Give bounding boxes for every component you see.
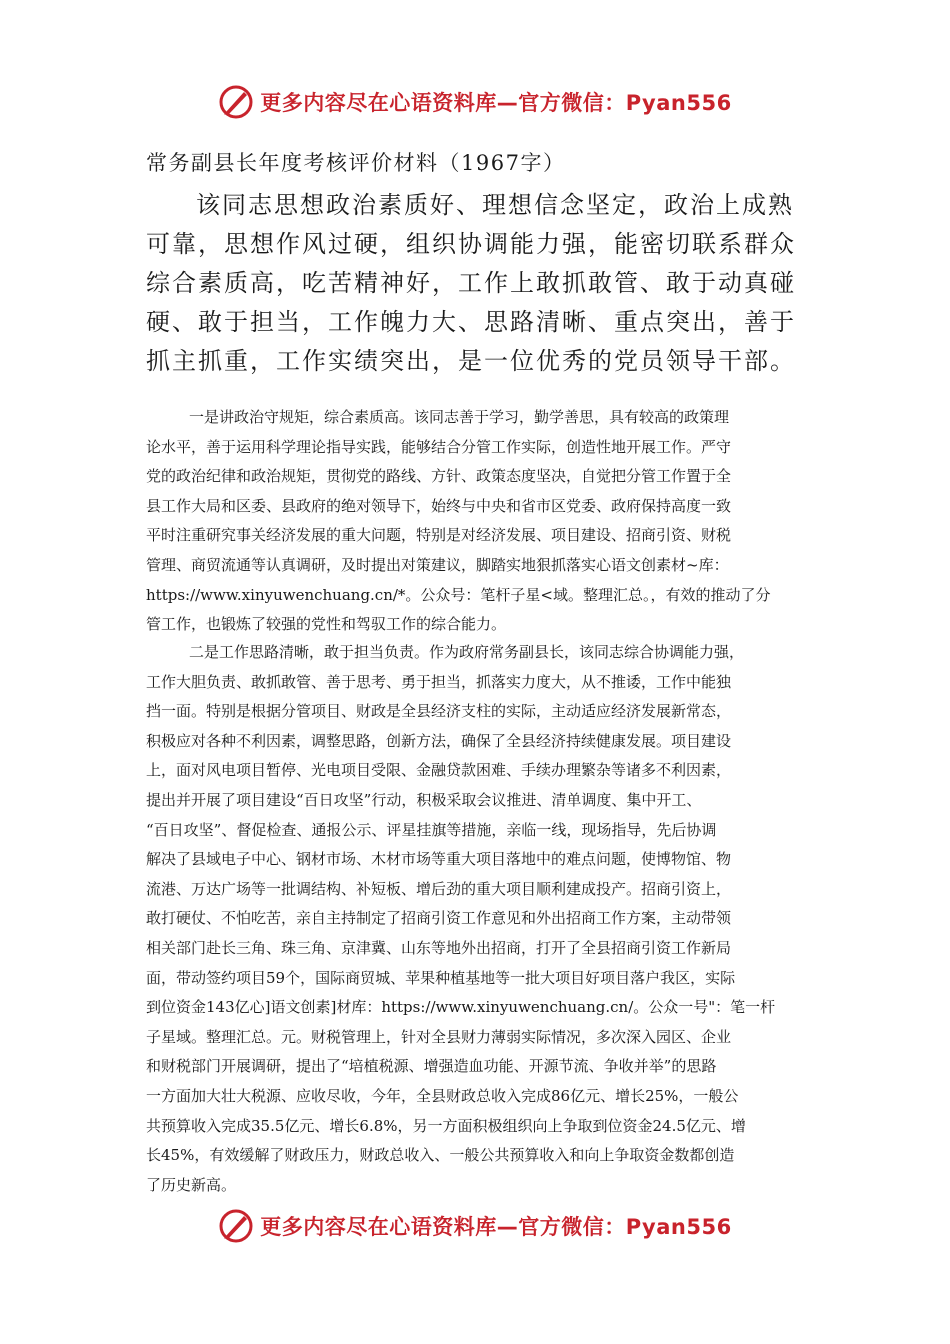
paragraph-politics bbox=[146, 403, 816, 640]
paragraph-line: 和财税部门开展调研，提出了“培植税源、增强造血功能、开源节流、争收并举”的思路 bbox=[146, 1057, 717, 1076]
paragraph-line: 敢打硬仗、不怕吃苦，亲自主持制定了招商引资工作意见和外出招商工作方案，主动带领 bbox=[146, 909, 732, 928]
paragraph-line: 到位资金143亿心]语文创素]材库：https://www.xinyuwenchuang.cn/。公众一号"：笔一杆 bbox=[146, 998, 776, 1017]
banner-text: 更多内容尽在心语资料库—官方微信：Pyan556 bbox=[260, 91, 732, 115]
paragraph-line: 解决了县域电子中心、钢材市场、木材市场等重大项目落地中的难点问题，使博物馆、物 bbox=[146, 850, 732, 869]
paragraph-line: 了历史新高。 bbox=[146, 1175, 237, 1194]
paragraph-line: https://www.xinyuwenchuang.cn/*。公众号：笔杆子星<域。整理汇总。，有效的推动了分 bbox=[146, 585, 771, 604]
paragraph-line: 流港、万达广场等一批调结构、补短板、增后劲的重大项目顺利建成投产。招商引资上， bbox=[146, 879, 732, 898]
paragraph-line: 提出并开展了项目建设“百日攻坚”行动，积极采取会议推进、清单调度、集中开工、 bbox=[146, 790, 702, 809]
pen-logo-icon bbox=[218, 84, 254, 120]
paragraph-line: 子星域。整理汇总。元。财税管理上，针对全县财力薄弱实际情况，多次深入园区、企业 bbox=[146, 1027, 732, 1046]
paragraph-line: 管工作，也锻炼了较强的党性和驾驭工作的综合能力。 bbox=[146, 615, 507, 634]
paragraph-line: 一方面加大壮大税源、应收尽收，今年，全县财政总收入完成86亿元、增长25%，一般公 bbox=[146, 1086, 739, 1105]
lead-line: 该同志思想政治素质好、理想信念坚定，政治上成熟 bbox=[196, 191, 794, 219]
pen-logo-icon bbox=[218, 1208, 254, 1244]
lead-paragraph bbox=[146, 186, 806, 381]
paragraph-line: 工作大胆负责、敢抓敢管、善于思考、勇于担当，抓落实力度大，从不推诿，工作中能独 bbox=[146, 672, 732, 691]
paragraph-line: 挡一面。特别是根据分管项目、财政是全县经济支柱的实际，主动适应经济发展新常态， bbox=[146, 702, 732, 721]
paragraph-line: 党的政治纪律和政治规矩，贯彻党的路线、方针、政策态度坚决，自觉把分管工作置于全 bbox=[146, 467, 732, 486]
paragraph-line: 积极应对各种不利因素，调整思路，创新方法，确保了全县经济持续健康发展。项目建设 bbox=[146, 731, 732, 750]
banner-text: 更多内容尽在心语资料库—官方微信：Pyan556 bbox=[260, 1215, 732, 1239]
paragraph-line: 县工作大局和区委、县政府的绝对领导下，始终与中央和省市区党委、政府保持高度一致 bbox=[146, 496, 732, 515]
document-title: 常务副县长年度考核评价材料（1967字） bbox=[146, 151, 566, 175]
header-banner bbox=[0, 82, 950, 122]
paragraph-line: 相关部门赴长三角、珠三角、京津冀、山东等地外出招商，打开了全县招商引资工作新局 bbox=[146, 938, 732, 957]
paragraph-line: 长45%，有效缓解了财政压力，财政总收入、一般公共预算收入和向上争取资金数都创造 bbox=[146, 1146, 735, 1165]
paragraph-line: 二是工作思路清晰，敢于担当负责。作为政府常务副县长，该同志综合协调能力强， bbox=[189, 643, 745, 661]
footer-banner bbox=[0, 1206, 950, 1246]
paragraph-line: 上，面对风电项目暂停、光电项目受限、金融贷款困难、手续办理繁杂等诸多不利因素， bbox=[146, 761, 732, 780]
lead-line: 硬、敢于担当，工作魄力大、思路清晰、重点突出，善于 bbox=[146, 308, 796, 336]
paragraph-line: 共预算收入完成35.5亿元、增长6.8%，另一方面积极组织向上争取到位资金24.5亿元、增 bbox=[146, 1116, 746, 1135]
lead-line: 综合素质高，吃苦精神好，工作上敢抓敢管、敢于动真碰 bbox=[146, 269, 796, 297]
paragraph-line: 平时注重研究事关经济发展的重大问题，特别是对经济发展、项目建设、招商引资、财税 bbox=[146, 526, 732, 545]
paragraph-responsibility bbox=[146, 638, 816, 1200]
lead-line: 抓主抓重，工作实绩突出，是一位优秀的党员领导干部。 bbox=[146, 347, 796, 375]
paragraph-line: 一是讲政治守规矩，综合素质高。该同志善于学习，勤学善思，具有较高的政策理 bbox=[189, 408, 730, 426]
paragraph-line: 面，带动签约项目59个，国际商贸城、苹果种植基地等一批大项目好项目落户我区，实际 bbox=[146, 968, 736, 987]
paragraph-line: “百日攻坚”、督促检查、通报公示、评星挂旗等措施，亲临一线，现场指导，先后协调 bbox=[146, 820, 717, 839]
paragraph-line: 管理、商贸流通等认真调研，及时提出对策建议，脚踏实地狠抓落实心语文创素材~库： bbox=[146, 555, 729, 574]
lead-line: 可靠，思想作风过硬，组织协调能力强，能密切联系群众 bbox=[146, 230, 796, 258]
paragraph-line: 论水平，善于运用科学理论指导实践，能够结合分管工作实际，创造性地开展工作。严守 bbox=[146, 437, 732, 456]
